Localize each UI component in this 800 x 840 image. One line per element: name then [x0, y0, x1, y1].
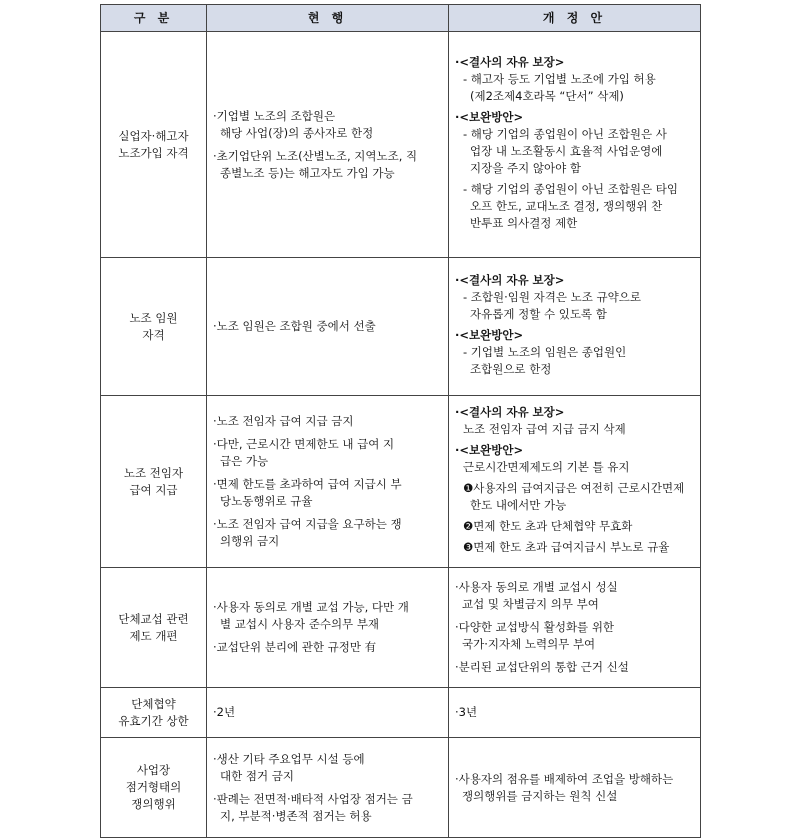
text-line: - 해당 기업의 종업원이 아닌 조합원은 타임	[463, 181, 678, 196]
table-row	[101, 258, 701, 396]
proposal-cell	[449, 258, 701, 396]
current-cell	[207, 688, 449, 738]
text-line: 지, 부분적·병존적 점거는 허용	[220, 808, 372, 823]
text-line: ·다만, 근로시간 면제한도 내 급여 지	[213, 437, 395, 451]
category-line: 유효기간 상한	[118, 713, 189, 728]
text-line: 반투표 의사결정 제한	[470, 215, 578, 230]
category-line: 점거형태의	[125, 780, 182, 794]
table-row	[101, 396, 701, 568]
table-row	[101, 32, 701, 258]
current-item	[213, 639, 442, 656]
text-line: ❶사용자의 급여지급은 여전히 근로시간면제	[463, 480, 685, 495]
current-item	[213, 704, 442, 721]
proposal-cell	[449, 32, 701, 258]
current-item	[213, 413, 442, 430]
current-cell	[207, 738, 449, 838]
text-line: ·초기업단위 노조(산별노조, 지역노조, 직	[213, 148, 418, 163]
category-line: 단체교섭 관련	[118, 611, 189, 626]
text-line: 자유롭게 정할 수 있도록 함	[470, 306, 607, 321]
text-line: 교섭 및 차별금지 의무 부여	[462, 597, 599, 611]
category-line: 사업장	[136, 763, 171, 777]
text-line: 지장을 주지 않아야 함	[470, 160, 581, 175]
proposal-section-heading: ·<결사의 자유 보장>	[455, 54, 565, 69]
text-line: ·면제 한도를 초과하여 급여 지급시 부	[213, 477, 402, 491]
table-row	[101, 568, 701, 688]
text-line: ·다양한 교섭방식 활성화를 위한	[455, 620, 615, 634]
text-line: 대한 점거 금지	[220, 768, 294, 783]
proposal-cell	[449, 738, 701, 838]
text-line: 노조 전임자 급여 지급 금지 삭제	[463, 421, 626, 436]
header-current: 현 행	[207, 5, 449, 32]
proposal-item	[455, 704, 694, 721]
text-line: ·2년	[213, 705, 236, 719]
proposal-cell	[449, 568, 701, 688]
header-row	[101, 5, 701, 32]
proposal-subitem	[455, 289, 694, 323]
current-item	[213, 791, 442, 825]
header-proposal: 개 정 안	[449, 5, 701, 32]
current-cell	[207, 258, 449, 396]
text-line: ·분리된 교섭단위의 통합 근거 신설	[455, 660, 629, 674]
text-line: 근로시간면제제도의 기본 틀 유지	[463, 459, 630, 474]
category-cell	[101, 396, 207, 568]
proposal-item	[455, 659, 694, 676]
text-line: 조합원으로 한정	[470, 361, 552, 376]
header-category: 구 분	[101, 5, 207, 32]
category-cell	[101, 258, 207, 396]
current-item	[213, 318, 442, 335]
table-row	[101, 738, 701, 838]
text-line: ·교섭단위 분리에 관한 규정만 有	[213, 640, 377, 654]
text-line: 당노동행위로 규율	[220, 494, 313, 508]
text-line: 한도 내에서만 가능	[470, 497, 567, 512]
current-cell	[207, 568, 449, 688]
category-cell	[101, 738, 207, 838]
text-line: ·기업별 노조의 조합원은	[213, 108, 336, 123]
proposal-item	[455, 771, 694, 805]
current-cell	[207, 396, 449, 568]
text-line: ·3년	[455, 705, 478, 719]
proposal-section-heading: ·<보완방안>	[455, 109, 524, 124]
text-line: ·판례는 전면적·배타적 사업장 점거는 금	[213, 791, 413, 806]
proposal-section-heading: ·<결사의 자유 보장>	[455, 272, 565, 287]
proposal-section-heading: ·<보완방안>	[455, 327, 524, 342]
proposal-cell	[449, 688, 701, 738]
current-item	[213, 476, 442, 510]
category-cell	[101, 32, 207, 258]
proposal-item	[455, 619, 694, 653]
text-line: 해당 사업(장)의 종사자로 한정	[220, 125, 374, 140]
text-line: 오프 한도, 교대노조 결정, 쟁의행위 찬	[470, 198, 663, 213]
current-item	[213, 599, 442, 633]
proposal-subitem	[455, 480, 694, 514]
text-line: 종별노조 등)는 해고자도 가입 가능	[220, 165, 395, 180]
category-cell	[101, 568, 207, 688]
text-line: - 기업별 노조의 임원은 종업원인	[463, 344, 627, 359]
category-line: 노조 전임자	[123, 465, 184, 480]
current-item	[213, 751, 442, 785]
proposal-subitem	[455, 421, 694, 438]
text-line: ·노조 임원은 조합원 중에서 선출	[213, 319, 376, 333]
text-line: ·노조 전임자 급여 지급 금지	[213, 414, 354, 428]
current-item	[213, 108, 442, 142]
category-line: 급여 지급	[129, 482, 178, 497]
text-line: ·생산 기타 주요업무 시설 등에	[213, 751, 365, 766]
current-item	[213, 516, 442, 550]
proposal-subitem	[455, 344, 694, 378]
table-row	[101, 688, 701, 738]
category-line: 제도 개편	[129, 628, 178, 643]
current-item	[213, 148, 442, 182]
text-line: 별 교섭시 사용자 준수의무 부재	[220, 617, 380, 631]
proposal-subitem	[455, 126, 694, 177]
text-line: - 해당 기업의 종업원이 아닌 조합원은 사	[463, 126, 667, 141]
category-line: 노조가입 자격	[118, 145, 189, 160]
proposal-section-heading: ·<결사의 자유 보장>	[455, 404, 565, 419]
text-line: ·사용자 동의로 개별 교섭시 성실	[455, 580, 618, 594]
text-line: ·사용자의 점유를 배제하여 조업을 방해하는	[455, 771, 674, 786]
current-item	[213, 436, 442, 470]
proposal-cell	[449, 396, 701, 568]
proposal-item	[455, 579, 694, 613]
text-line: ·노조 전임자 급여 지급을 요구하는 쟁	[213, 517, 402, 531]
text-line: - 조합원·임원 자격은 노조 규약으로	[463, 289, 641, 304]
proposal-subitem	[455, 539, 694, 556]
proposal-subitem	[455, 181, 694, 232]
category-line: 쟁의행위	[131, 797, 176, 811]
text-line: 급은 가능	[220, 454, 269, 468]
text-line: 국가·지자체 노력의무 부여	[462, 637, 596, 651]
proposal-section-heading: ·<보완방안>	[455, 442, 524, 457]
text-line: 의행위 금지	[220, 534, 280, 548]
reform-comparison-table	[100, 4, 701, 838]
text-line: ❷면제 한도 초과 단체협약 무효화	[463, 518, 633, 533]
proposal-subitem	[455, 71, 694, 105]
category-cell	[101, 688, 207, 738]
proposal-subitem	[455, 459, 694, 476]
text-line: ·사용자 동의로 개별 교섭 가능, 다만 개	[213, 600, 409, 614]
proposal-subitem	[455, 518, 694, 535]
text-line: 업장 내 노조활동시 효율적 사업운영에	[470, 143, 663, 158]
category-line: 실업자·해고자	[118, 128, 189, 143]
text-line: - 해고자 등도 기업별 노조에 가입 허용	[463, 71, 656, 86]
category-line: 노조 임원	[129, 310, 178, 325]
text-line: (제2조제4호라목 “단서” 삭제)	[470, 88, 624, 103]
category-line: 자격	[142, 327, 165, 342]
category-line: 단체협약	[131, 696, 176, 711]
current-cell	[207, 32, 449, 258]
text-line: 쟁의행위를 금지하는 원칙 신설	[462, 788, 618, 803]
text-line: ❸면제 한도 초과 급여지급시 부노로 규율	[463, 539, 670, 554]
